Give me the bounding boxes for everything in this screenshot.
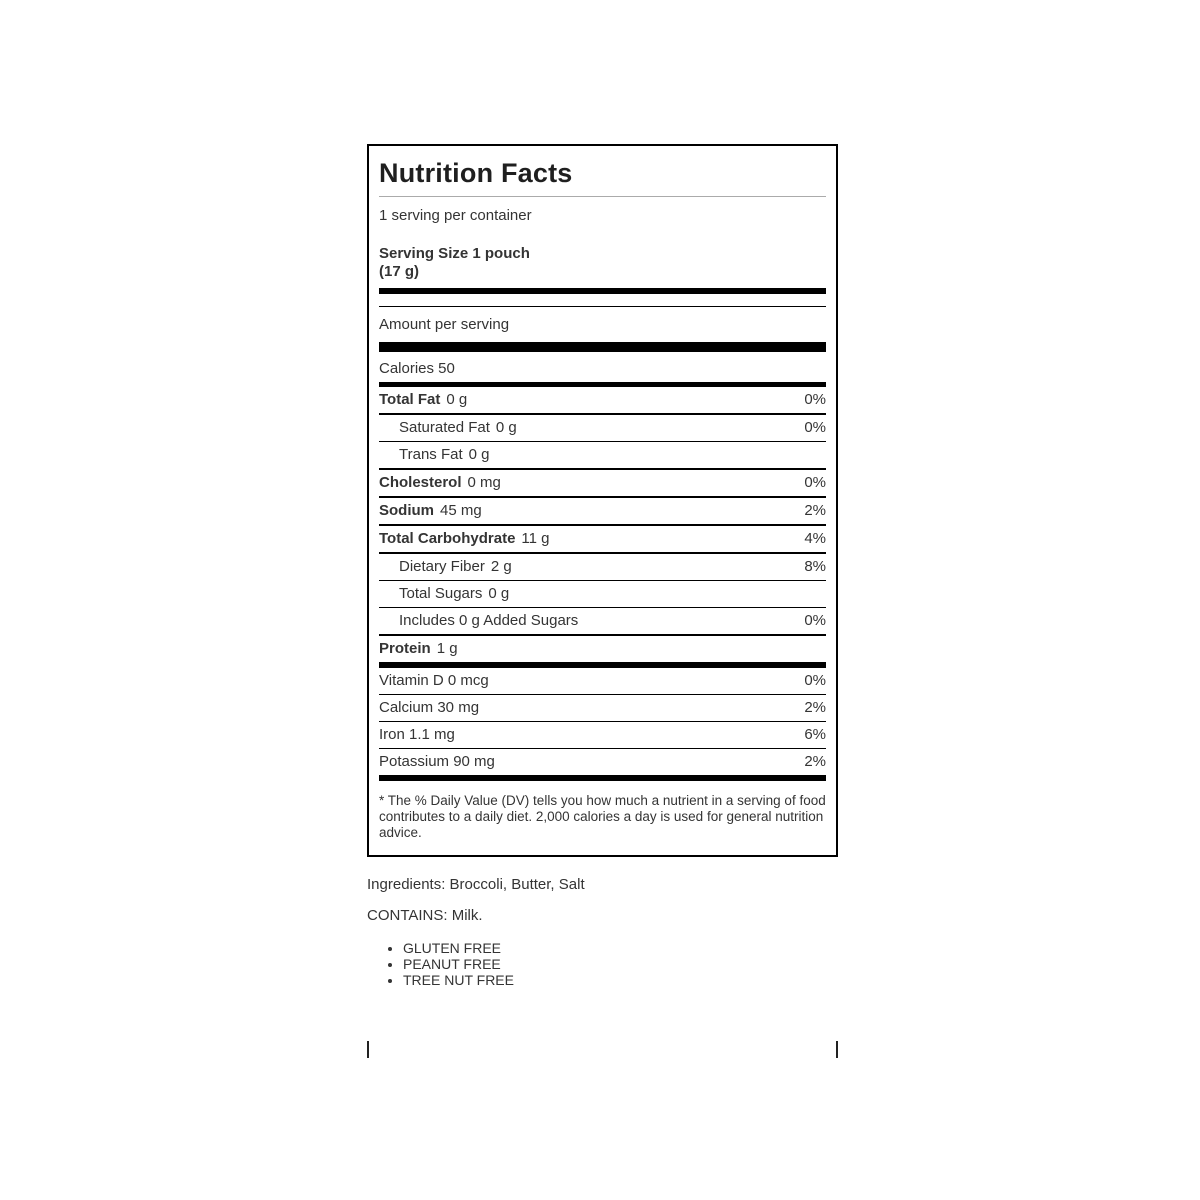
nutrient-row-cholesterol [379, 470, 826, 498]
daily-value: 0% [804, 419, 826, 436]
daily-value: 0% [804, 474, 826, 491]
nutrient-row-total-carbohydrate [379, 526, 826, 554]
nutrient-row-total-sugars [379, 581, 826, 608]
serving-size-line2: (17 g) [379, 263, 420, 280]
allergen-statement: CONTAINS: Milk. [367, 907, 483, 924]
nutrient-name [399, 585, 509, 602]
nutrient-label: Total Fat [379, 391, 441, 408]
nutrient-label: Protein [379, 640, 431, 657]
thick-bar-after-amount [379, 342, 826, 352]
nutrient-name [399, 446, 490, 463]
micronutrient-name: Potassium 90 mg [379, 753, 495, 770]
calories-row: Calories 50 [379, 360, 455, 377]
daily-value: 0% [804, 612, 826, 629]
nutrient-name [399, 612, 584, 629]
daily-value: 2% [804, 753, 826, 770]
right-crop-mark [836, 1041, 838, 1058]
claim-peanut-free: • PEANUT FREE [403, 956, 838, 972]
nutrient-row-added-sugars [379, 608, 826, 636]
left-crop-mark [367, 1041, 369, 1058]
micronutrient-name: Calcium 30 mg [379, 699, 480, 716]
nutrient-row-sodium [379, 498, 826, 526]
micronutrient-row-iron [379, 722, 826, 749]
nutrient-amount: 45 mg [440, 502, 482, 519]
title-divider [379, 196, 826, 197]
daily-value: 2% [804, 502, 826, 519]
nutrition-facts-box [367, 144, 838, 857]
nutrient-row-total-fat [379, 387, 826, 415]
nutrient-label: Total Carbohydrate [379, 530, 516, 547]
thick-bar-after-serving-size [379, 288, 826, 294]
nutrient-row-trans-fat [379, 442, 826, 470]
nutrient-name [379, 640, 458, 657]
micronutrient-name: Iron 1.1 mg [379, 726, 455, 743]
thin-rule-above-amount [379, 306, 826, 307]
nutrient-label: Includes 0 g Added Sugars [399, 612, 579, 629]
daily-value-footnote: * The % Daily Value (DV) tells you how much a nutrient in a serving of food contributes to a daily diet. 2,000 calories a day is used for general nutrition advice. [379, 793, 826, 840]
nutrient-amount: 0 g [468, 446, 490, 463]
nutrient-label: Trans Fat [399, 446, 463, 463]
daily-value: 6% [804, 726, 826, 743]
nutrition-facts-title: Nutrition Facts [379, 158, 573, 188]
nutrient-label: Cholesterol [379, 474, 462, 491]
amount-per-serving: Amount per serving [379, 316, 510, 333]
nutrient-amount: 2 g [490, 558, 512, 575]
nutrient-name [379, 391, 467, 408]
micronutrient-row-calcium [379, 695, 826, 722]
nutrient-name [379, 502, 482, 519]
nutrient-row-saturated-fat [379, 415, 826, 442]
label-column [367, 144, 838, 988]
nutrient-row-protein [379, 636, 826, 662]
claim-tree-nut-free: • TREE NUT FREE [403, 972, 838, 988]
nutrient-label: Dietary Fiber [399, 558, 485, 575]
nutrient-name [399, 558, 512, 575]
nutrient-label: Saturated Fat [399, 419, 490, 436]
nutrient-label: Total Sugars [399, 585, 483, 602]
daily-value: 2% [804, 699, 826, 716]
ingredients-statement: Ingredients: Broccoli, Butter, Salt [367, 876, 585, 893]
micronutrient-row-potassium [379, 749, 826, 775]
nutrient-amount: 0 mg [467, 474, 501, 491]
daily-value: 8% [804, 558, 826, 575]
micronutrient-name: Vitamin D 0 mcg [379, 672, 489, 689]
serving-size [379, 245, 826, 281]
nutrient-amount: 0 g [446, 391, 468, 408]
thick-bar-after-potassium [379, 775, 826, 781]
nutrient-amount: 1 g [436, 640, 458, 657]
nutrient-name [379, 530, 550, 547]
nutrient-name [399, 419, 517, 436]
nutrient-amount: 11 g [521, 530, 550, 547]
nutrient-amount: 0 g [495, 419, 517, 436]
nutrient-row-dietary-fiber [379, 554, 826, 581]
nutrient-amount: 0 g [488, 585, 510, 602]
dietary-claims-list [367, 940, 838, 988]
daily-value: 0% [804, 391, 826, 408]
daily-value: 4% [804, 530, 826, 547]
nutrient-name [379, 474, 501, 491]
daily-value: 0% [804, 672, 826, 689]
serving-size-line1: Serving Size 1 pouch [379, 245, 530, 262]
claim-gluten-free: • GLUTEN FREE [403, 940, 838, 956]
servings-per-container: 1 serving per container [379, 207, 532, 224]
micronutrient-row-vitamin-d [379, 668, 826, 695]
nutrient-label: Sodium [379, 502, 434, 519]
